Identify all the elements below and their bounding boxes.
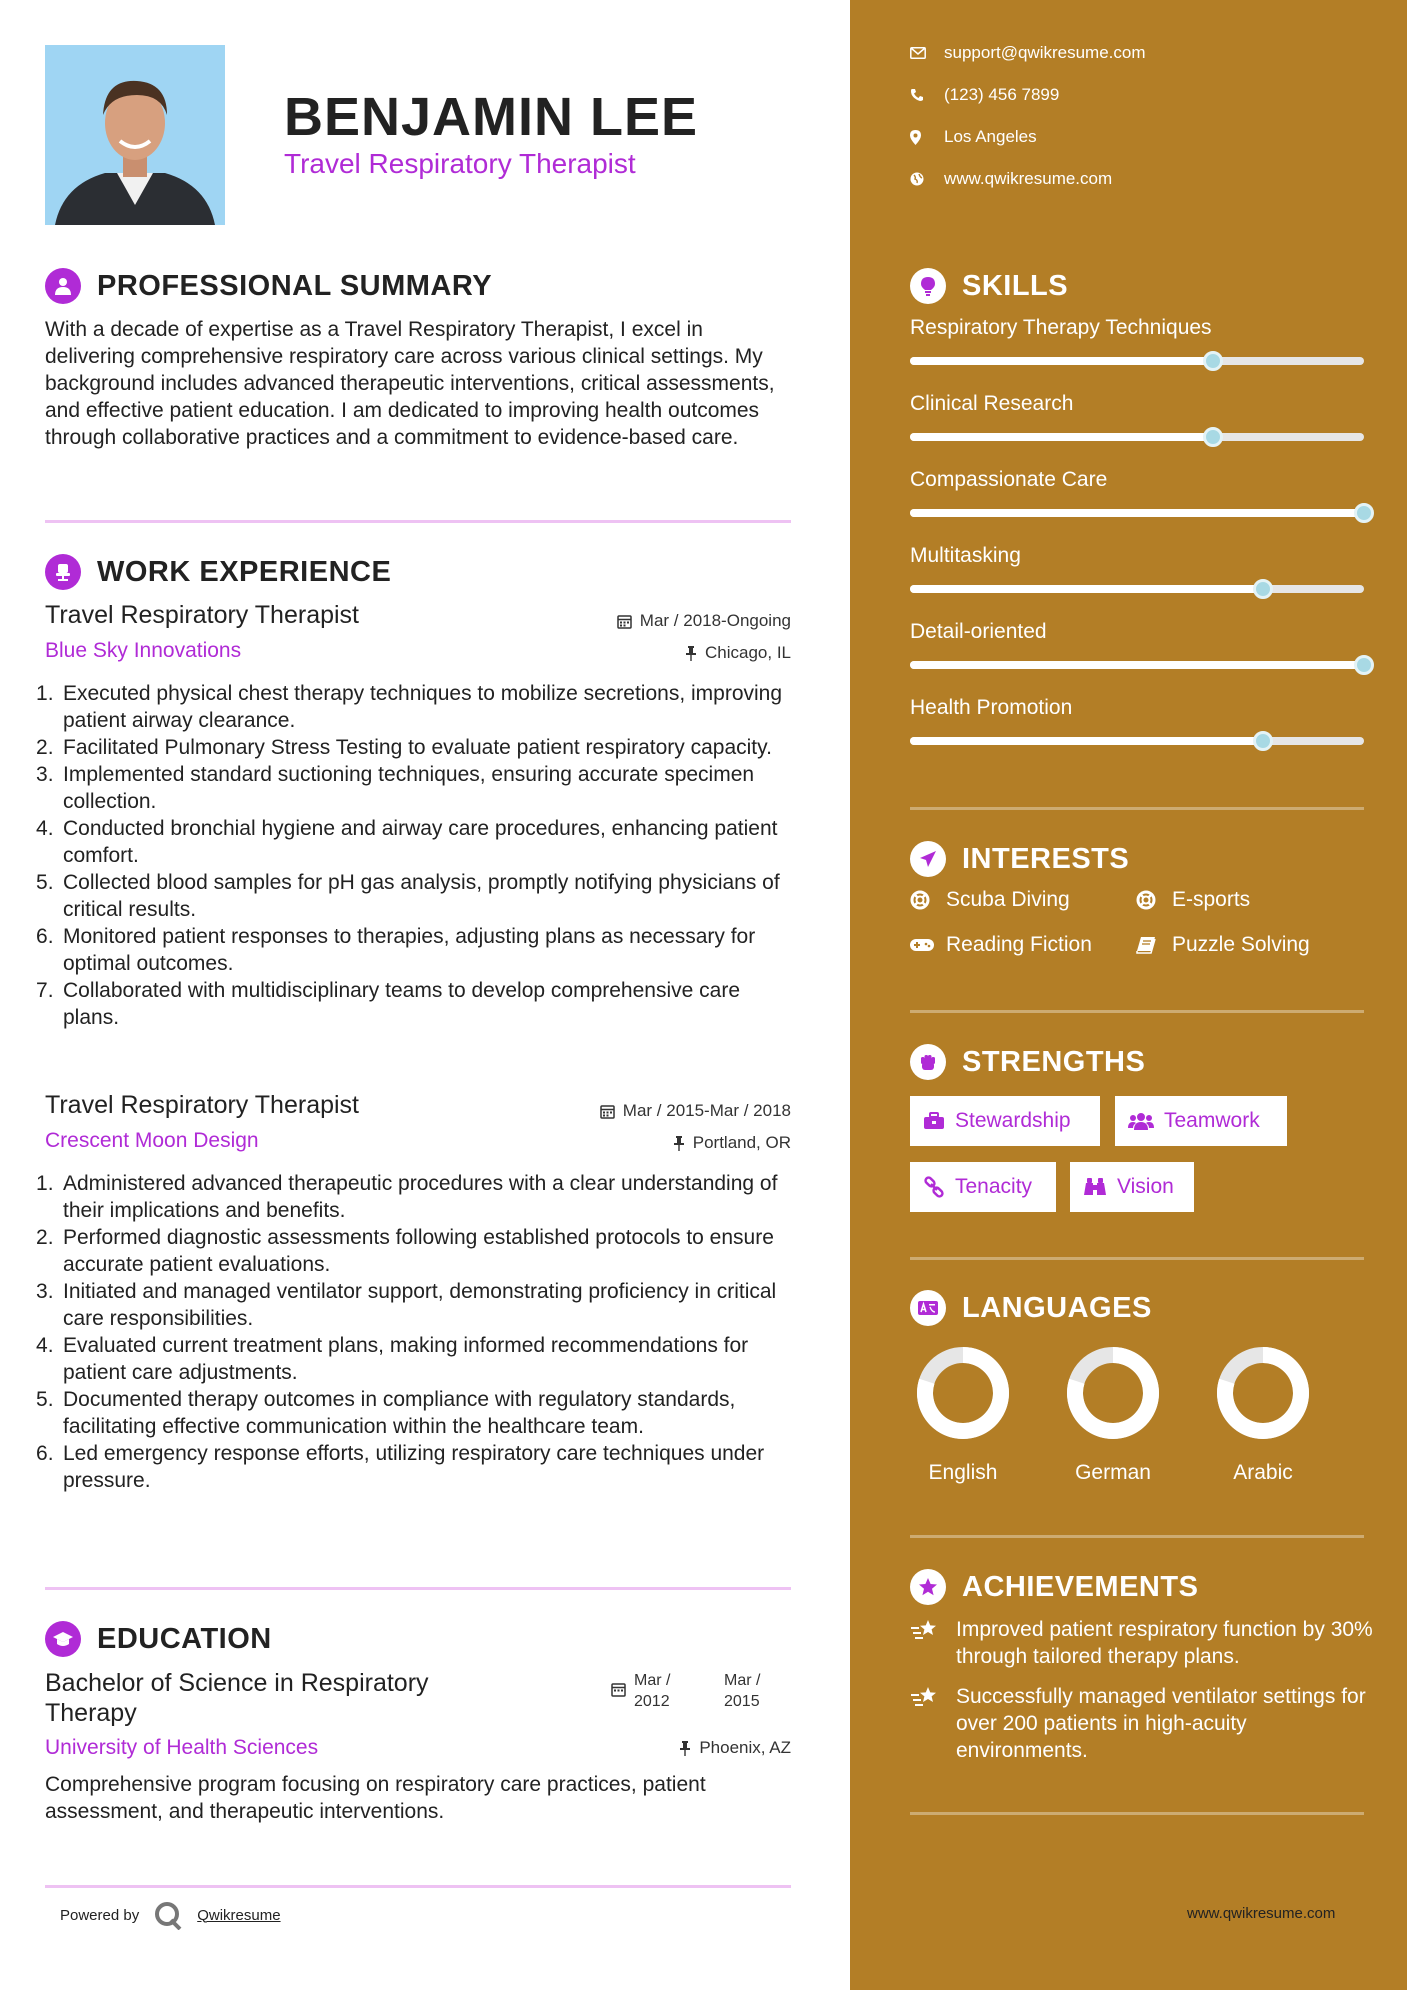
achievements-heading: ACHIEVEMENTS	[962, 1570, 1199, 1603]
skill-label: Health Promotion	[910, 696, 1073, 719]
list-item: Collected blood samples for pH gas analysis, promptly notifying physicians of critical results.	[63, 871, 780, 921]
lifebuoy-icon	[910, 890, 946, 910]
summary-header	[45, 268, 492, 304]
language-item	[893, 1345, 1033, 1485]
pin-icon	[685, 646, 697, 661]
skill-knob	[1253, 731, 1273, 751]
education-location	[679, 1738, 791, 1758]
skill-knob	[1354, 503, 1374, 523]
skill-label: Multitasking	[910, 544, 1021, 567]
fist-icon	[910, 1044, 946, 1080]
section-divider	[910, 1010, 1364, 1013]
education-end-wrap	[724, 1670, 770, 1712]
list-item: Initiated and managed ventilator support, demonstrating proficiency in critical care responsibilities.	[63, 1280, 777, 1330]
skills-heading: SKILLS	[962, 269, 1069, 302]
skill-bar	[910, 585, 1364, 593]
job-location	[685, 643, 791, 663]
contact-website[interactable]	[910, 169, 1112, 189]
skill-item	[910, 468, 1364, 517]
translate-icon	[910, 1290, 946, 1326]
shooting-star-icon	[910, 1616, 956, 1670]
job-company: Crescent Moon Design	[45, 1129, 259, 1152]
skill-label: Detail-oriented	[910, 620, 1047, 643]
calendar-icon	[617, 614, 632, 629]
strength-badge	[910, 1096, 1100, 1146]
sidebar	[850, 0, 1407, 1990]
skill-bar	[910, 737, 1364, 745]
skill-knob	[1253, 579, 1273, 599]
achievement-text: Improved patient respiratory function by 30% through tailored therapy plans.	[956, 1618, 1373, 1668]
skill-fill	[910, 737, 1263, 745]
education-heading: EDUCATION	[97, 1622, 272, 1655]
education-header	[45, 1621, 272, 1657]
section-divider	[910, 1812, 1364, 1815]
job-location-text: Portland, OR	[692, 1133, 791, 1152]
graduation-icon	[45, 1621, 81, 1657]
user-icon	[45, 268, 81, 304]
list-item: Administered advanced therapeutic procedures with a clear understanding of their implications and benefits.	[63, 1172, 778, 1222]
powered-by-label: Powered by	[60, 1906, 140, 1924]
qwikresume-logo-icon	[153, 1900, 183, 1930]
job-dates	[600, 1101, 791, 1121]
skill-knob	[1203, 351, 1223, 371]
calendar-icon	[611, 1682, 626, 1697]
interests-heading: INTERESTS	[962, 842, 1130, 875]
interest-label: Puzzle Solving	[1172, 933, 1310, 956]
strength-badge	[1070, 1162, 1194, 1212]
strength-badge	[910, 1162, 1056, 1212]
job-title: Travel Respiratory Therapist	[45, 601, 360, 629]
powered-by	[60, 1900, 281, 1930]
binoculars-icon	[1083, 1177, 1107, 1197]
phone-icon	[910, 88, 944, 102]
skill-knob	[1203, 427, 1223, 447]
list-item: Led emergency response efforts, utilizing respiratory care techniques under pressure.	[63, 1442, 765, 1492]
list-item: Conducted bronchial hygiene and airway care procedures, enhancing patient comfort.	[63, 817, 778, 867]
interest-item	[910, 888, 1070, 912]
language-label: German	[1075, 1461, 1151, 1484]
gamepad-icon	[910, 938, 946, 952]
skill-label: Respiratory Therapy Techniques	[910, 316, 1212, 339]
languages-header	[910, 1290, 1152, 1326]
skill-fill	[910, 357, 1213, 365]
education-description: Comprehensive program focusing on respiratory care practices, patient assessment, and therapeutic interventions.	[45, 1773, 706, 1823]
skill-label: Clinical Research	[910, 392, 1074, 415]
school-name: University of Health Sciences	[45, 1736, 319, 1759]
summary-heading: PROFESSIONAL SUMMARY	[97, 269, 493, 302]
language-ring	[1215, 1345, 1311, 1441]
shooting-star-icon	[910, 1683, 956, 1764]
strength-label: Teamwork	[1164, 1109, 1260, 1132]
education-dates	[611, 1670, 680, 1712]
job-location	[673, 1133, 791, 1153]
education-start: Mar / 2012	[634, 1672, 671, 1710]
language-label: English	[928, 1461, 998, 1484]
job-company: Blue Sky Innovations	[45, 639, 242, 662]
section-divider	[910, 1257, 1364, 1260]
strength-label: Vision	[1117, 1175, 1174, 1198]
job-title: Travel Respiratory Therapist	[45, 1091, 360, 1119]
skills-header	[910, 268, 1068, 304]
pin-icon	[673, 1136, 685, 1151]
book-icon	[1136, 936, 1172, 954]
summary-text: With a decade of expertise as a Travel Respiratory Therapist, I excel in delivering comprehensive respiratory care across various clinical settings. My background includes advanced therapeutic interventions, critical assessments, and effective patient education. I am dedicated to improving health outcomes through collaborative practices and a commitment to evidence-based care.	[45, 318, 775, 449]
list-item: Collaborated with multidisciplinary teams to develop comprehensive care plans.	[63, 979, 740, 1029]
interests-header	[910, 841, 1129, 877]
language-label: Arabic	[1233, 1461, 1293, 1484]
skill-fill	[910, 509, 1364, 517]
footer-site[interactable]: www.qwikresume.com	[1187, 1905, 1336, 1922]
interest-label: Scuba Diving	[946, 888, 1070, 911]
skill-bar	[910, 661, 1364, 669]
skill-knob	[1354, 655, 1374, 675]
contact-website-text: www.qwikresume.com	[944, 169, 1113, 188]
job-dates-text: Mar / 2015-Mar / 2018	[622, 1101, 791, 1120]
skill-item	[910, 544, 1364, 593]
chair-icon	[45, 554, 81, 590]
contact-location-text: Los Angeles	[944, 127, 1037, 146]
language-item	[1193, 1345, 1333, 1485]
skill-item	[910, 316, 1364, 365]
job-duties-list	[36, 680, 796, 1031]
contact-email[interactable]	[910, 43, 1146, 63]
skill-fill	[910, 661, 1364, 669]
list-item: Performed diagnostic assessments following established protocols to ensure accurate patient evaluations.	[63, 1226, 774, 1276]
link-icon	[923, 1176, 945, 1198]
languages-heading: LANGUAGES	[962, 1291, 1152, 1324]
contact-email-text: support@qwikresume.com	[944, 43, 1146, 62]
achievement-item	[910, 1683, 1380, 1764]
experience-heading: WORK EXPERIENCE	[97, 555, 392, 588]
language-item	[1043, 1345, 1183, 1485]
section-divider	[45, 1885, 791, 1888]
job-dates	[617, 611, 791, 631]
list-item: Documented therapy outcomes in compliance with regulatory standards, facilitating effective communication within the healthcare team.	[63, 1388, 736, 1438]
strength-label: Tenacity	[955, 1175, 1033, 1198]
list-item: Evaluated current treatment plans, making informed recommendations for patient care adjustments.	[63, 1334, 749, 1384]
interest-item	[1136, 933, 1310, 957]
section-divider	[910, 807, 1364, 810]
star-badge-icon	[910, 1569, 946, 1605]
job-location-text: Chicago, IL	[705, 643, 791, 662]
skill-fill	[910, 433, 1213, 441]
contact-phone-text: (123) 456 7899	[944, 85, 1060, 104]
experience-header	[45, 554, 391, 590]
skill-item	[910, 620, 1364, 669]
pin-icon	[679, 1741, 691, 1756]
skill-bar	[910, 433, 1364, 441]
list-item: Monitored patient responses to therapies, adjusting plans as necessary for optimal outcomes.	[63, 925, 756, 975]
section-divider	[910, 1535, 1364, 1538]
contact-phone[interactable]	[910, 85, 1059, 105]
profile-photo	[45, 45, 225, 225]
interest-item	[910, 933, 1092, 957]
interest-item	[1136, 888, 1250, 912]
section-divider	[45, 1587, 791, 1590]
degree-title: Bachelor of Science in Respiratory Therapy	[45, 1669, 429, 1727]
lightbulb-icon	[910, 268, 946, 304]
envelope-icon	[910, 47, 944, 59]
list-item: Implemented standard suctioning techniques, ensuring accurate specimen collection.	[63, 763, 755, 813]
skill-fill	[910, 585, 1263, 593]
calendar-icon	[600, 1104, 615, 1119]
achievements-header	[910, 1569, 1198, 1605]
skill-item	[910, 392, 1364, 441]
section-divider	[45, 520, 791, 523]
job-dates-text: Mar / 2018-Ongoing	[639, 611, 791, 630]
globe-icon	[910, 172, 944, 186]
achievement-text: Successfully managed ventilator settings for over 200 patients in high-acuity environments.	[956, 1685, 1366, 1762]
skill-bar	[910, 509, 1364, 517]
achievement-item	[910, 1616, 1380, 1670]
language-ring	[1065, 1345, 1161, 1441]
job-duties-list	[36, 1170, 796, 1494]
skill-bar	[910, 357, 1364, 365]
candidate-name: BENJAMIN LEE	[284, 87, 699, 147]
interest-label: E-sports	[1172, 888, 1251, 911]
education-location-text: Phoenix, AZ	[699, 1738, 791, 1757]
strength-badge	[1115, 1096, 1287, 1146]
qwikresume-link[interactable]: Qwikresume	[197, 1906, 281, 1924]
map-marker-icon	[910, 130, 944, 145]
interest-label: Reading Fiction	[946, 933, 1092, 956]
lifebuoy-icon	[1136, 890, 1172, 910]
list-item: Executed physical chest therapy techniques to mobilize secretions, improving patient airway clearance.	[63, 682, 783, 732]
education-end: Mar / 2015	[724, 1672, 761, 1710]
language-ring	[915, 1345, 1011, 1441]
paper-plane-icon	[910, 841, 946, 877]
candidate-title: Travel Respiratory Therapist	[284, 148, 636, 179]
skill-item	[910, 696, 1364, 745]
skill-label: Compassionate Care	[910, 468, 1108, 491]
strengths-header	[910, 1044, 1145, 1080]
strengths-heading: STRENGTHS	[962, 1045, 1146, 1078]
contact-location	[910, 127, 1037, 147]
list-item: Facilitated Pulmonary Stress Testing to evaluate patient respiratory capacity.	[63, 736, 772, 759]
briefcase-icon	[923, 1112, 945, 1130]
users-icon	[1128, 1112, 1154, 1130]
strength-label: Stewardship	[955, 1109, 1071, 1132]
